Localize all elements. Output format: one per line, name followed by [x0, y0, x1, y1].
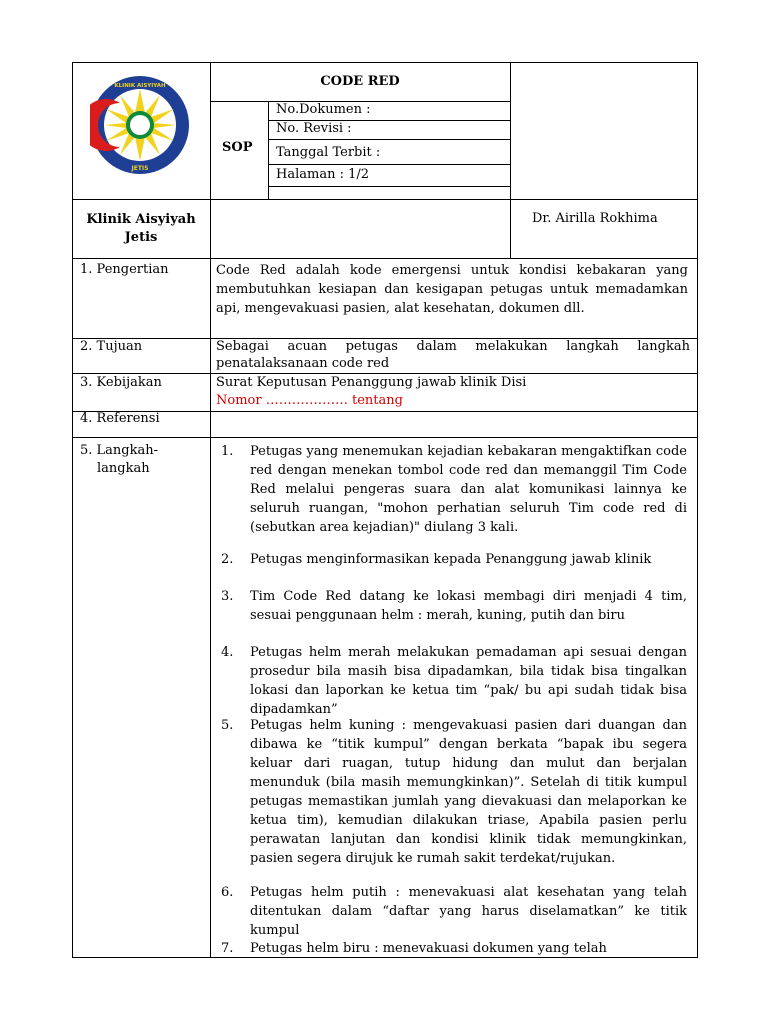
logo-ring-text: KLINIK AISYIYAH: [114, 83, 166, 89]
signer-name: Dr. Airilla Rokhima: [532, 211, 658, 226]
pengertian-text: Code Red adalah kode emergensi untuk kondisi kebakaran yang membutuhkan kesiapan dan kesigapan petugas untuk memadamkan api, mengevakuasi pasien, alat kesehatan, dokumen dll.: [216, 263, 688, 316]
step-number: 7.: [221, 941, 234, 956]
tujuan-label: 2. Tujuan: [80, 339, 143, 354]
tujuan-text: Sebagai acuan petugas dalam melakukan langkah langkah penatalaksanaan code red: [216, 339, 690, 371]
clinic-logo-icon: [90, 75, 190, 175]
clinic-name-line2: Jetis: [124, 230, 158, 245]
revision-underline: [268, 139, 510, 140]
langkah-label-line2: langkah: [97, 461, 150, 476]
issue-date-underline: [268, 164, 510, 165]
kebijakan-row-bottom-line: [72, 411, 698, 412]
referensi-row-bottom-line: [72, 437, 698, 438]
step-number: 5.: [221, 718, 234, 733]
page-number-field: Halaman : 1/2: [276, 167, 370, 182]
step-number: 2.: [221, 552, 234, 567]
column-divider-sop: [268, 101, 269, 199]
step-number: 1.: [221, 444, 234, 459]
pengertian-label: 1. Pengertian: [80, 262, 169, 277]
issue-date-field: Tanggal Terbit :: [276, 145, 381, 160]
sop-label: SOP: [222, 140, 253, 155]
column-divider-left: [210, 62, 211, 958]
clinic-name-line1: Klinik Aisyiyah: [86, 212, 196, 227]
column-divider-right-header: [510, 62, 511, 199]
step-text: Tim Code Red datang ke lokasi membagi diri menjadi 4 tim, sesuai penggunaan helm : merah, kuning, putih dan biru: [250, 589, 687, 623]
step-text: Petugas yang menemukan kejadian kebakaran mengaktifkan code red dengan menekan tombol code red dan memanggil Tim Code Red melalui pengeras suara dan alat komunikasi lainnya ke seluruh ruangan, "mohon perhatian seluruh Tim code red di (sebutkan area kejadian)" diulang 3 kali.: [250, 444, 687, 535]
revision-field: No. Revisi :: [276, 121, 352, 136]
step-text: Petugas helm kuning : mengevakuasi pasien dari duangan dan dibawa ke “titik kumpul” dengan berkata “bapak ibu segera keluar dari ruagan, tutup hidung dan mulut dan berjalan menunduk (bila masih memungkinkan)”. Setelah di titik kumpul petugas memastikan jumlah yang dievakuasi dan melaporkan ke ketua tim), kemudian dilakukan triase, Apabila pasien perlu perawatan lanjutan dan kondisi klinik tidak memungkinkan, pasien segera dirujuk ke rumah sakit terdekat/rujukan.: [250, 718, 687, 866]
step-number: 6.: [221, 885, 234, 900]
step-text: Petugas helm merah melakukan pemadaman api sesuai dengan prosedur bila masih bisa dipadamkan, bila tidak bisa tingalkan lokasi dan laporkan ke ketua tim “pak/ bu api sudah tidak bisa dipadamkan”: [250, 645, 687, 717]
page-underline: [268, 186, 510, 187]
kebijakan-text-line2: Nomor ………………. tentang: [216, 393, 403, 408]
step-number: 3.: [221, 589, 234, 604]
step-number: 4.: [221, 645, 234, 660]
kebijakan-label: 3. Kebijakan: [80, 375, 162, 390]
logo-bottom-text: JETIS: [131, 165, 149, 172]
page-title: CODE RED: [320, 74, 400, 89]
clinic-row-bottom-line: [72, 258, 698, 259]
referensi-label: 4. Referensi: [80, 411, 160, 426]
header-bottom-line: [72, 199, 698, 200]
column-divider-right-signer: [510, 199, 511, 258]
step-text: Petugas helm biru : menevakuasi dokumen yang telah: [250, 941, 607, 956]
doc-number-field: No.Dokumen :: [276, 102, 371, 117]
step-text: Petugas helm putih : menevakuasi alat kesehatan yang telah ditentukan dalam “daftar yang harus diselamatkan” ke titik kumpul: [250, 885, 687, 938]
kebijakan-text-line1: Surat Keputusan Penanggung jawab klinik Disi: [216, 375, 527, 390]
langkah-label-line1: 5. Langkah-: [80, 443, 159, 458]
step-text: Petugas menginformasikan kepada Penanggung jawab klinik: [250, 552, 652, 567]
